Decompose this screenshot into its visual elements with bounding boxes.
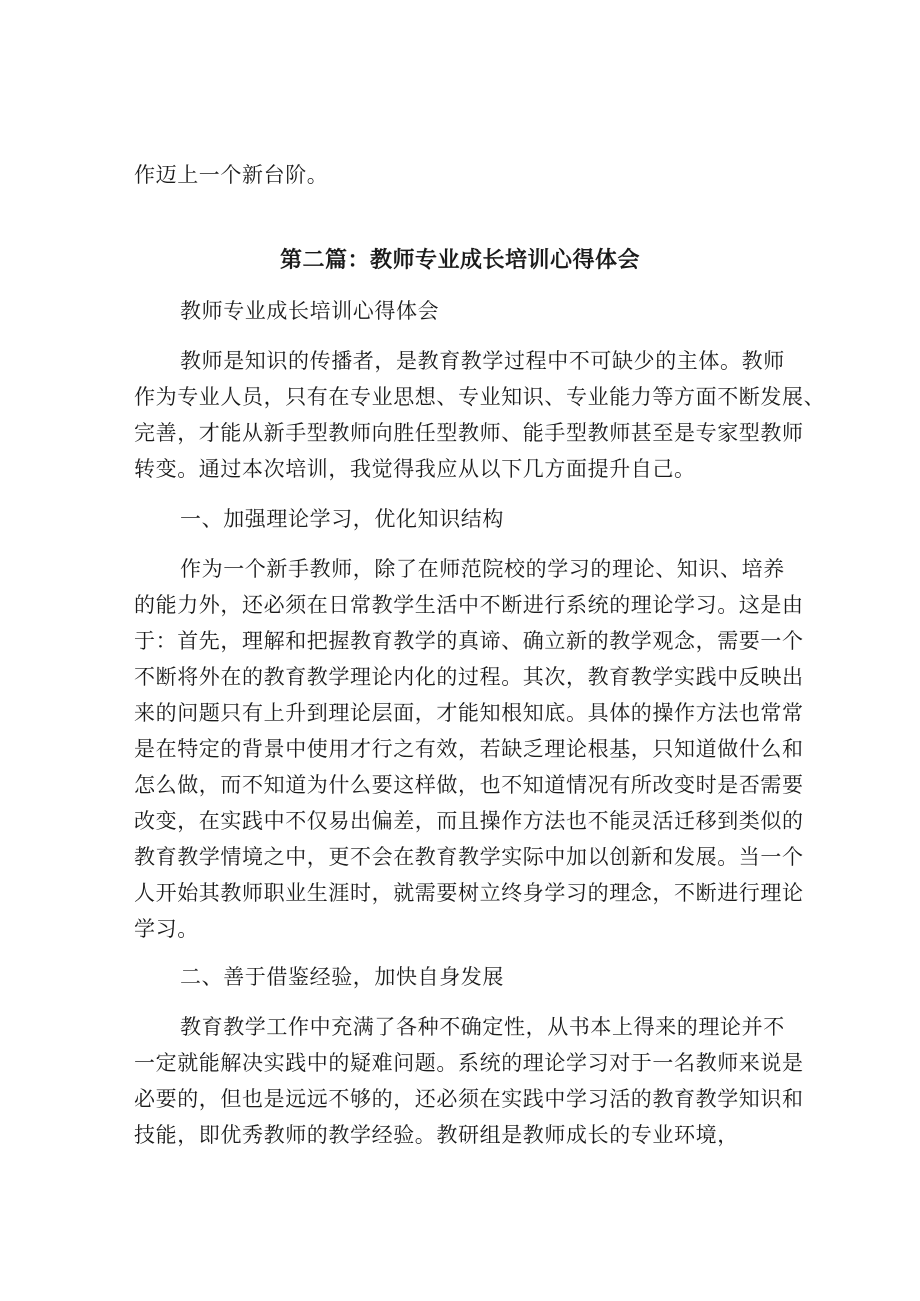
- paragraph-line: 不断将外在的教育教学理论内化的过程。其次，教育教学实践中反映出: [134, 665, 804, 689]
- subtitle: 教师专业成长培训心得体会: [180, 299, 440, 323]
- continuation-text: 作迈上一个新台阶。: [134, 163, 329, 187]
- paragraph-line: 作为专业人员，只有在专业思想、专业知识、专业能力等方面不断发展、: [134, 385, 826, 409]
- paragraph-line: 学习。: [134, 917, 199, 941]
- paragraph-line: 作为一个新手教师，除了在师范院校的学习的理论、知识、培养: [180, 557, 785, 581]
- chapter-heading: 第二篇：教师专业成长培训心得体会: [279, 248, 640, 273]
- paragraph-line: 的能力外，还必须在日常教学生活中不断进行系统的理论学习。这是由: [134, 593, 804, 617]
- paragraph-line: 来的问题只有上升到理论层面，才能知根知底。具体的操作方法也常常: [134, 701, 804, 725]
- paragraph-line: 转变。通过本次培训，我觉得我应从以下几方面提升自己。: [134, 457, 696, 481]
- paragraph-line: 怎么做，而不知道为什么要这样做，也不知道情况有所改变时是否需要: [134, 773, 804, 797]
- paragraph-line: 于：首先，理解和把握教育教学的真谛、确立新的教学观念，需要一个: [134, 629, 804, 653]
- paragraph-line: 是在特定的背景中使用才行之有效，若缺乏理论根基，只知道做什么和: [134, 737, 804, 761]
- paragraph-line: 改变，在实践中不仅易出偏差，而且操作方法也不能灵活迁移到类似的: [134, 809, 804, 833]
- paragraph-line: 教育教学工作中充满了各种不确定性，从书本上得来的理论并不: [180, 1015, 785, 1039]
- paragraph-line: 一定就能解决实践中的疑难问题。系统的理论学习对于一名教师来说是: [134, 1051, 804, 1075]
- paragraph-line: 教师是知识的传播者，是教育教学过程中不可缺少的主体。教师: [180, 349, 785, 373]
- paragraph-line: 必要的，但也是远远不够的，还必须在实践中学习活的教育教学知识和: [134, 1087, 804, 1111]
- paragraph-line: 技能，即优秀教师的教学经验。教研组是教师成长的专业环境，: [134, 1123, 739, 1147]
- paragraph-line: 人开始其教师职业生涯时，就需要树立终身学习的理念，不断进行理论: [134, 881, 804, 905]
- section-heading-1: 一、加强理论学习，优化知识结构: [180, 507, 504, 531]
- section-heading-2: 二、善于借鉴经验，加快自身发展: [180, 965, 504, 989]
- paragraph-line: 完善，才能从新手型教师向胜任型教师、能手型教师甚至是专家型教师: [134, 421, 804, 445]
- paragraph-line: 教育教学情境之中，更不会在教育教学实际中加以创新和发展。当一个: [134, 845, 804, 869]
